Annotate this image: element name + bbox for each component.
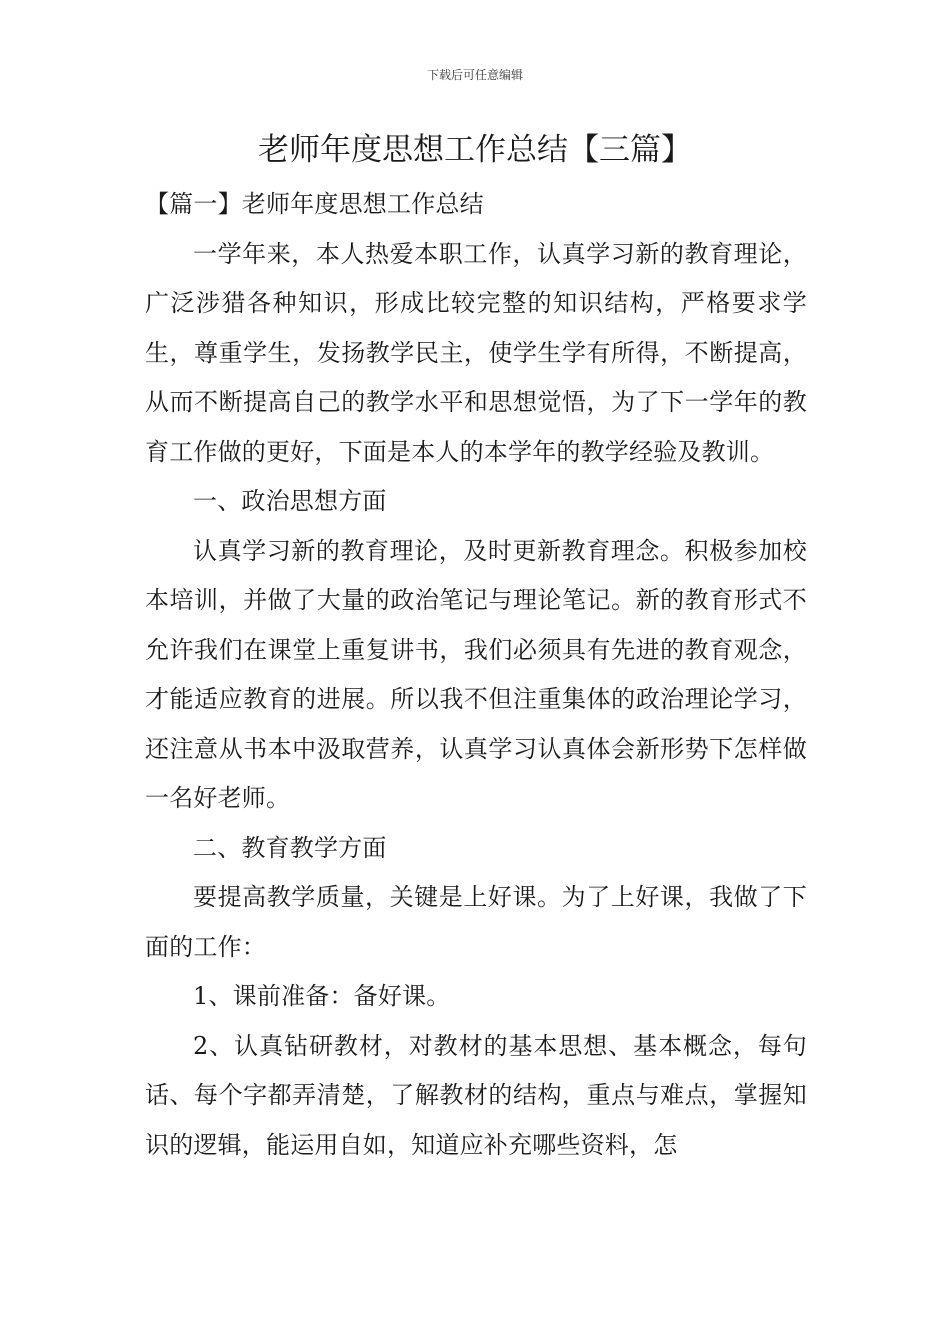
heading-political-thought: 一、政治思想方面	[193, 487, 387, 515]
list-item-study-materials: 2、认真钻研教材，对教材的基本思想、基本概念，每句话、每个字都弄清楚，了解教材的结构，重点与难点，掌握知识的逻辑，能运用自如，知道应补充哪些资料，怎	[145, 1031, 807, 1159]
paragraph-political-thought: 认真学习新的教育理论，及时更新教育理念。积极参加校本培训，并做了大量的政治笔记与理论笔记。新的教育形式不允许我们在课堂上重复讲书，我们必须具有先进的教育观念，才能适应教育的进展。所以我不但注重集体的政治理论学习，还注意从书本中汲取营养，认真学习认真体会新形势下怎样做一名好老师。	[145, 536, 807, 812]
heading-education-teaching: 二、教育教学方面	[193, 833, 387, 862]
section-heading: 【篇一】老师年度思想工作总结	[145, 190, 484, 218]
document-title: 老师年度思想工作总结【三篇】	[258, 132, 692, 168]
list-item-lesson-preparation: 1、课前准备：备好课。	[193, 982, 451, 1010]
header-note: 下载后可任意编辑	[426, 68, 523, 82]
document-body	[145, 180, 807, 1170]
paragraph-intro: 一学年来，本人热爱本职工作，认真学习新的教育理论，广泛涉猎各种知识，形成比较完整的知识结构，严格要求学生，尊重学生，发扬教学民主，使学生学有所得，不断提高，从而不断提高自己的教学水平和思想觉悟，为了下一学年的教育工作做的更好，下面是本人的本学年的教学经验及教训。	[145, 239, 807, 466]
paragraph-teaching-quality: 要提高教学质量，关键是上好课。为了上好课，我做了下面的工作：	[145, 883, 807, 961]
